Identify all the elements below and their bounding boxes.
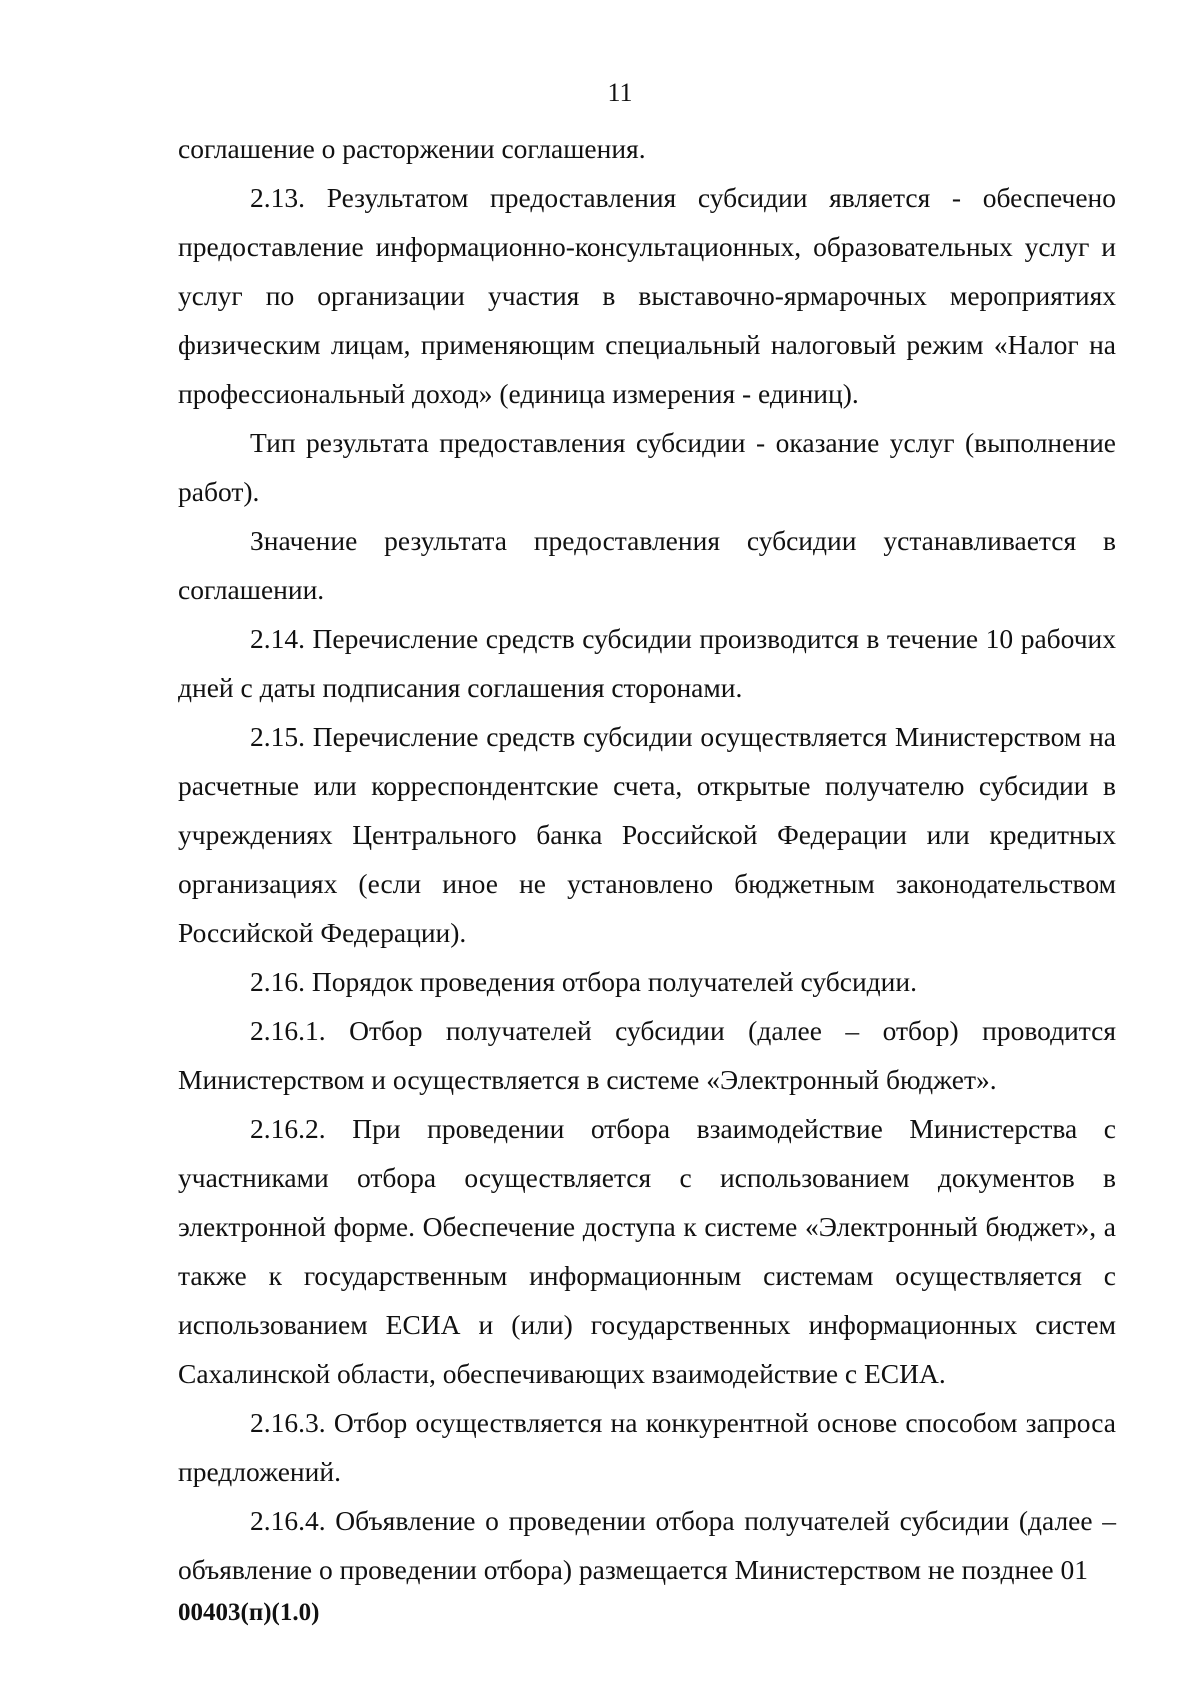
paragraph-2-16: 2.16. Порядок проведения отбора получателей субсидии. <box>250 966 917 997</box>
paragraph-2-15: 2.15. Перечисление средств субсидии осуществляется Министерством на расчетные или корреспондентские счета, открытые получателю субсидии в учреждениях Центрального банка Российской Федерации или кредитных организациях (если иное не установлено бюджетным законодательством Российской Федерации). <box>178 721 1116 948</box>
document-code: 00403(п)(1.0) <box>178 1599 320 1626</box>
paragraph-continuation: соглашение о расторжении соглашения. <box>178 133 646 164</box>
paragraph-result-type: Тип результата предоставления субсидии - оказание услуг (выполнение работ). <box>178 427 1116 507</box>
paragraph-2-16-4: 2.16.4. Объявление о проведении отбора получателей субсидии (далее – объявление о проведении отбора) размещается Министерством не позднее 01 <box>178 1505 1116 1585</box>
paragraph-2-16-3: 2.16.3. Отбор осуществляется на конкурентной основе способом запроса предложений. <box>178 1407 1116 1487</box>
page-number: 11 <box>607 78 633 107</box>
paragraph-2-16-2: 2.16.2. При проведении отбора взаимодействие Министерства с участниками отбора осуществляется с использованием документов в электронной форме. Обеспечение доступа к системе «Электронный бюджет», а также к государственным информационным системам осуществляется с использованием ЕСИА и (или) государственных информационных систем Сахалинской области, обеспечивающих взаимодействие с ЕСИА. <box>178 1113 1116 1389</box>
paragraph-result-value: Значение результата предоставления субсидии устанавливается в соглашении. <box>178 525 1116 605</box>
paragraph-2-16-1: 2.16.1. Отбор получателей субсидии (далее – отбор) проводится Министерством и осуществляется в системе «Электронный бюджет». <box>178 1015 1116 1095</box>
document-body <box>178 124 1116 1594</box>
paragraph-2-14: 2.14. Перечисление средств субсидии производится в течение 10 рабочих дней с даты подписания соглашения сторонами. <box>178 623 1116 703</box>
paragraph-2-13: 2.13. Результатом предоставления субсидии является - обеспечено предоставление информационно-консультационных, образовательных услуг и услуг по организации участия в выставочно-ярмарочных мероприятиях физическим лицам, применяющим специальный налоговый режим «Налог на профессиональный доход» (единица измерения - единиц). <box>178 182 1116 409</box>
